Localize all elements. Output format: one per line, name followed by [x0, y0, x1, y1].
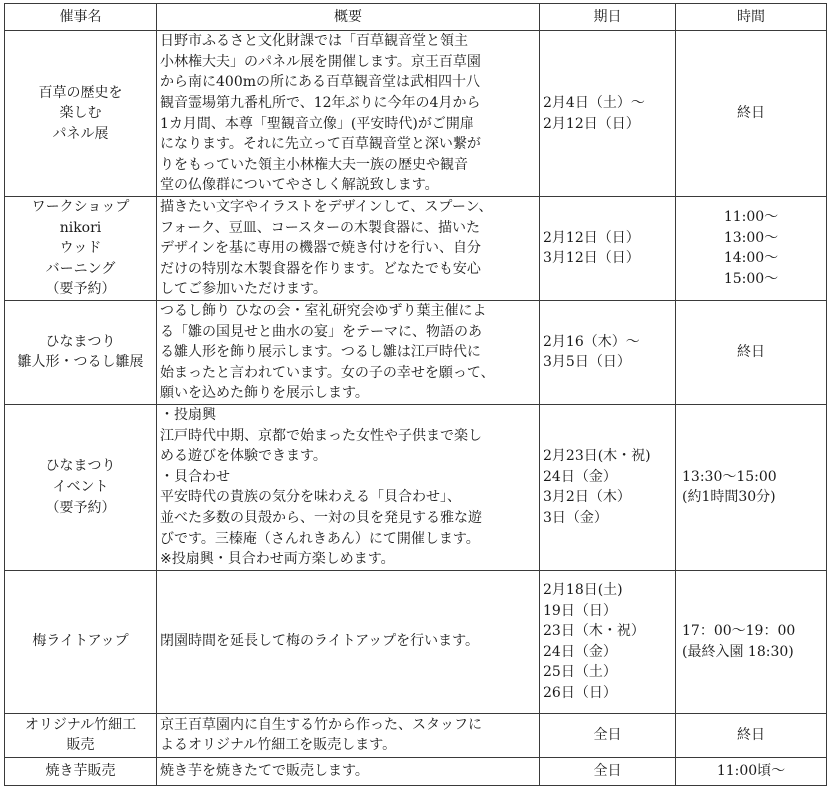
event-name-cell: [5, 757, 157, 785]
table-row: [5, 570, 827, 713]
event-name-line: バーニング: [45, 260, 116, 277]
event-name-line: ワークショップ: [31, 199, 130, 215]
event-time: 11:00～ 13:00～ 14:00～ 15:00～: [676, 197, 827, 301]
event-date: 2月16（木）～ 3月5日（日）: [540, 300, 676, 404]
events-table: [4, 3, 827, 786]
event-date: 全日: [540, 713, 676, 757]
event-name-line: ひなまつり: [45, 458, 116, 475]
event-time: 11:00頃～: [676, 757, 827, 785]
event-date: 2月4日（土）～ 2月12日（日）: [540, 31, 676, 197]
table-row: [5, 404, 827, 570]
event-overview: 焼き芋を焼きたてで販売します。: [157, 757, 540, 785]
table-row: [5, 197, 827, 301]
event-name-line: パネル展: [52, 125, 109, 142]
event-name-line: 販売: [66, 737, 95, 754]
event-overview: 京王百草園内に自生する竹から作った、スタッフに よるオリジナル竹細工を販売します。: [157, 713, 540, 757]
event-overview: 閉園時間を延長して梅のライトアップを行います。: [157, 570, 540, 713]
event-date: 2月18日(土) 19日（日） 23日（木・祝） 24日（金） 25日（土） 26日（日）: [540, 570, 676, 713]
event-time: 終日: [676, 300, 827, 404]
event-overview: つるし飾り ひなの会・室礼研究会ゆずり葉主催によ る「雛の国見せと曲水の宴」をテーマに、物語のあ る雛人形を飾り展示します。つるし雛は江戸時代に 始まったと言われています。女の子の幸せを願って、 願いを込めた飾りを展示します。: [157, 300, 540, 404]
table-row: [5, 713, 827, 757]
event-overview: 日野市ふるさと文化財課では「百草観音堂と領主 小林権大夫」のパネル展を開催します。京王百草園 から南に400mの所にある百草観音堂は武相四十八 観音霊場第九番札所で、12年ぶりに今年の4月から 1カ月間、本尊「聖観音立像」(平安時代)がご開扉 になります。それに先立って百草観音堂と深い繋が りをもっていた領主小林権大夫一族の歴史や観音 堂の仏像群についてやさしく解説致します。: [157, 31, 540, 197]
event-name-line: （要予約）: [45, 499, 116, 516]
event-name-line: 雛人形・つるし雛展: [17, 354, 144, 371]
table-row: [5, 300, 827, 404]
event-date: 2月12日（日） 3月12日（日）: [540, 197, 676, 301]
event-name-line: 百草の歴史を: [38, 84, 123, 101]
event-time: 終日: [676, 31, 827, 197]
event-date: 2月23日(木・祝) 24日（金） 3月2日（木） 3日（金）: [540, 404, 676, 570]
event-name-line: 楽しむ: [59, 105, 102, 122]
event-name-line: 焼き芋販売: [45, 762, 116, 779]
event-overview: ・投扇興 江戸時代中期、京都で始まった女性や子供まで楽し める遊びを体験できます。 ・貝合わせ 平安時代の貴族の気分を味わえる「貝合わせ」、 並べた多数の貝殻から、一対の貝を発見する雅な遊 びです。三榛庵（さんれきあん）にて開催します。 ※投扇興・貝合わせ両方楽しめます。: [157, 404, 540, 570]
table-row: [5, 31, 827, 197]
event-name-cell: [5, 570, 157, 713]
event-time: 17：00～19：00 (最終入園 18:30): [676, 570, 827, 713]
event-time: 終日: [676, 713, 827, 757]
event-name-cell: [5, 197, 157, 301]
event-date: 全日: [540, 757, 676, 785]
event-name-line: ひなまつり: [45, 333, 116, 350]
header-date: 期日: [540, 4, 676, 31]
event-overview: 描きたい文字やイラストをデザインして、スプーン、 フォーク、豆皿、コースターの木製食器に、描いた デザインを基に専用の機器で焼き付けを行い、自分 だけの特別な木製食器を作ります。どなたでも安心 してご参加いただけます。: [157, 197, 540, 301]
event-name-line: オリジナル竹細工: [24, 716, 137, 733]
event-name-line: nikori: [59, 219, 102, 236]
event-name-cell: [5, 404, 157, 570]
event-name-line: ウッド: [59, 240, 102, 257]
header-row: [5, 4, 827, 31]
event-name-line: イベント: [52, 479, 109, 496]
event-name-line: 梅ライトアップ: [32, 633, 129, 650]
event-name-cell: [5, 31, 157, 197]
header-time: 時間: [676, 4, 827, 31]
header-event-name: 催事名: [5, 4, 157, 31]
event-name-line: （要予約）: [45, 281, 116, 298]
event-name-cell: [5, 713, 157, 757]
event-name-cell: [5, 300, 157, 404]
event-time: 13:30～15:00 (約1時間30分): [676, 404, 827, 570]
header-overview: 概要: [157, 4, 540, 31]
table-row: [5, 757, 827, 785]
